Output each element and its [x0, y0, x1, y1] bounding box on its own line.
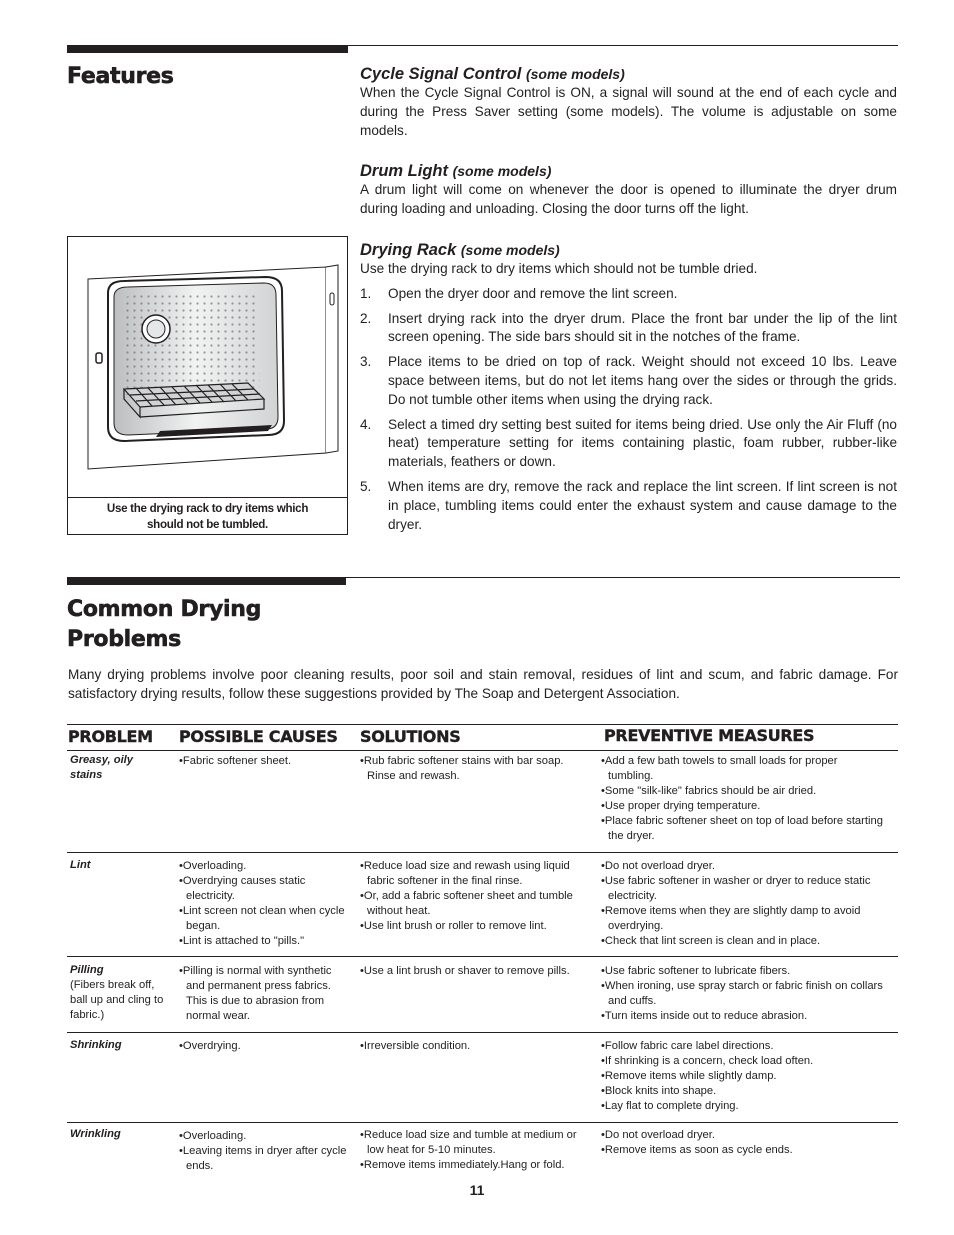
table-row-problem: Pilling (Fibers break off, ball up and cling to fabric.): [70, 964, 164, 1021]
table-row-preventive: •Do not overload dryer. •Use fabric softener in washer or dryer to reduce static electricity. •Remove items when they are slightly damp to avoid overdrying. •Check that lint screen is clean and in place.: [601, 860, 871, 947]
table-row-causes: •Overdrying.: [179, 1040, 241, 1052]
step-item: 2. Insert drying rack into the dryer drum. Place the front bar under the lip of the lint screen opening. The side bars should sit in the notches of the frame.: [360, 310, 897, 345]
drum-light-heading: Drum Light (some models): [360, 162, 552, 180]
drum-light-body: A drum light will come on whenever the door is opened to illuminate the dryer drum during loading and unloading. Closing the door turns off the light.: [360, 182, 897, 216]
cycle-signal-section: [360, 64, 897, 140]
table-row-problem: Lint: [70, 859, 91, 871]
problems-rule-thin: [346, 577, 900, 578]
page-number: 11: [469, 1182, 485, 1198]
row-divider: [67, 956, 898, 957]
features-rule-thin: [348, 45, 898, 46]
header-problem: PROBLEM: [68, 727, 153, 746]
table-row-solutions: •Rub fabric softener stains with bar soap. Rinse and rewash.: [360, 755, 564, 782]
drying-rack-figure: [67, 236, 348, 535]
step-item: 4. Select a timed dry setting best suited for items being dried. Use only the Air Fluff (no heat) temperature setting for items containing plastic, foam rubber, rubber-like materials, feathers or down.: [360, 416, 897, 470]
row-divider: [67, 1032, 898, 1033]
table-row-solutions: •Use a lint brush or shaver to remove pills.: [360, 965, 570, 977]
table-row-problem: Greasy, oily stains: [70, 754, 134, 781]
table-row-problem: Shrinking: [70, 1039, 122, 1051]
table-row-preventive: •Add a few bath towels to small loads for proper tumbling. •Some "silk-like" fabrics should be air dried. •Use proper drying temperature. •Place fabric softener sheet on top of load before starting the dryer.: [601, 755, 883, 842]
step-item: 1. Open the dryer door and remove the lint screen.: [360, 285, 678, 301]
step-item: 5. When items are dry, remove the rack and replace the lint screen. If lint screen is not in place, tumbling items could enter the exhaust system and cause damage to the dryer.: [360, 478, 897, 532]
figure-caption: Use the drying rack to dry items which should not be tumbled.: [68, 497, 347, 534]
drum-light-section: [360, 161, 897, 219]
table-row-preventive: •Follow fabric care label directions. •If shrinking is a concern, check load often. •Remove items while slightly damp. •Block knits into shape. •Lay flat to complete drying.: [601, 1040, 814, 1112]
features-rule-thick: [67, 45, 348, 53]
header-preventive: PREVENTIVE MEASURES: [604, 726, 815, 745]
drying-rack-heading: Drying Rack (some models): [360, 241, 560, 259]
cycle-signal-heading: Cycle Signal Control (some models): [360, 65, 625, 83]
table-row-solutions: •Reduce load size and tumble at medium or low heat for 5-10 minutes. •Remove items immediately.Hang or fold.: [360, 1129, 577, 1171]
table-row-problem: Wrinkling: [70, 1128, 121, 1140]
header-solutions: SOLUTIONS: [360, 727, 461, 746]
features-title: Features: [67, 64, 174, 89]
problems-title: Common Drying Problems: [67, 597, 262, 652]
header-bottom-rule: [67, 750, 898, 751]
drying-rack-steps: [360, 285, 897, 535]
table-row-causes: •Overloading. •Overdrying causes static electricity. •Lint screen not clean when cycle began. •Lint is attached to "pills.": [179, 860, 345, 947]
drying-rack-intro: Use the drying rack to dry items which should not be tumble dried.: [360, 261, 758, 276]
step-item: 3. Place items to be dried on top of rack. Weight should not exceed 10 lbs. Leave space between items, but do not let items hang over the sides or through the grids. Do not tumble other items when using the drying rack.: [360, 354, 897, 407]
row-divider: [67, 852, 898, 853]
table-top-rule: [67, 724, 898, 725]
header-causes: POSSIBLE CAUSES: [179, 727, 338, 746]
drying-rack-section: [360, 240, 897, 540]
table-row-causes: •Overloading. •Leaving items in dryer after cycle ends.: [179, 1130, 347, 1172]
table-row-causes: •Fabric softener sheet.: [179, 755, 292, 767]
problems-intro: Many drying problems involve poor cleaning results, poor soil and stain removal, residues of lint and scum, and fabric damage. For satisfactory drying results, follow these suggestions provided by The Soap and Detergent Association.: [68, 667, 898, 701]
problems-rule-thick: [67, 577, 346, 585]
table-row-preventive: •Do not overload dryer. •Remove items as soon as cycle ends.: [601, 1129, 793, 1156]
table-row-preventive: •Use fabric softener to lubricate fibers. •When ironing, use spray starch or fabric finish on collars and cuffs. •Turn items inside out to reduce abrasion.: [601, 965, 883, 1022]
table-row-solutions: •Irreversible condition.: [360, 1040, 471, 1052]
cycle-signal-body: When the Cycle Signal Control is ON, a signal will sound at the end of each cycle and during the Press Saver setting (some models). The volume is adjustable on some models.: [360, 85, 897, 138]
row-divider: [67, 1122, 898, 1123]
table-row-solutions: •Reduce load size and rewash using liquid fabric softener in the final rinse. •Or, add a fabric softener sheet and tumble without heat. •Use lint brush or roller to remove lint.: [360, 860, 573, 932]
dryer-drum-illustration: [68, 237, 347, 497]
table-row-causes: •Pilling is normal with synthetic and permanent press fabrics. This is due to abrasion from normal wear.: [179, 965, 332, 1022]
